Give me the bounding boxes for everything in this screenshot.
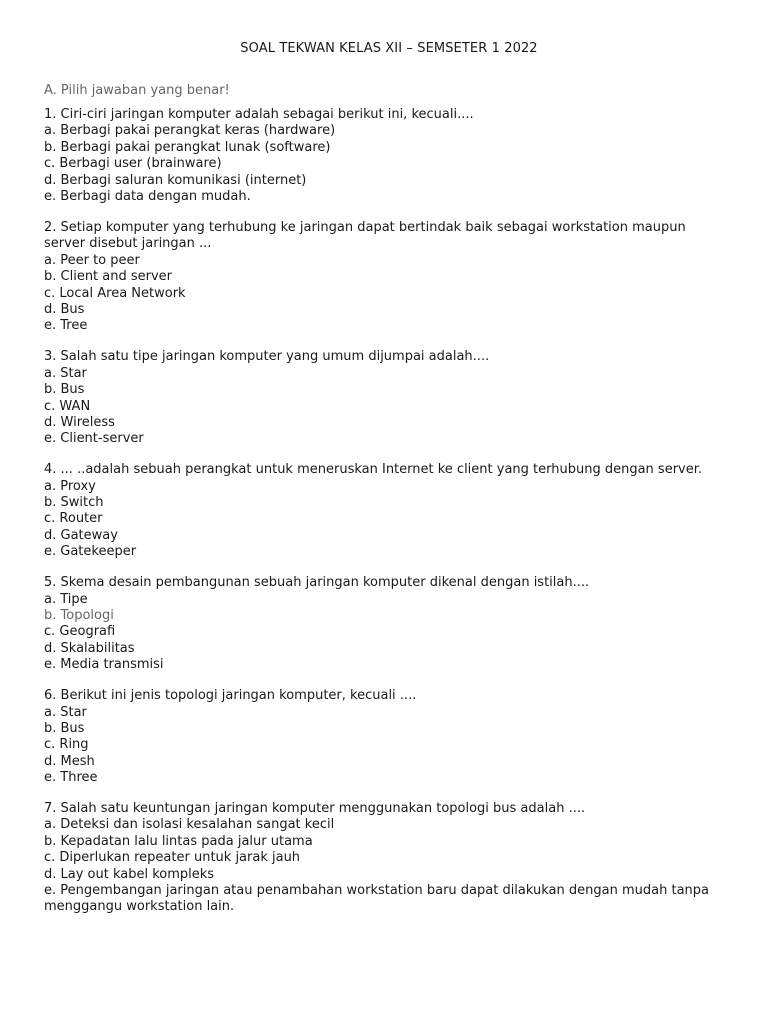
answer-option: d. Bus — [44, 301, 85, 317]
question-stem: 6. Berikut ini jenis topologi jaringan komputer, kecuali .... — [44, 688, 417, 704]
answer-option: b. Client and server — [44, 269, 173, 285]
section-instruction: A. Pilih jawaban yang benar! — [44, 83, 230, 98]
document-title: SOAL TEKWAN KELAS XII – SEMSETER 1 2022 — [240, 41, 538, 56]
answer-option: e. Media transmisi — [44, 657, 164, 673]
question-stem: 4. ... ..adalah sebuah perangkat untuk meneruskan Internet ke client yang terhubung dengan server. — [44, 462, 703, 478]
question-1 — [44, 107, 734, 205]
answer-option: a. Deteksi dan isolasi kesalahan sangat kecil — [44, 817, 335, 833]
answer-option: d. Gateway — [44, 527, 118, 543]
answer-option: e. Berbagi data dengan mudah. — [44, 189, 251, 205]
answer-option: c. Ring — [44, 737, 89, 753]
answer-option: a. Berbagi pakai perangkat keras (hardware) — [44, 123, 336, 139]
answer-option: c. Router — [44, 511, 103, 527]
question-4 — [44, 462, 734, 560]
answer-option: e. Client-server — [44, 431, 144, 447]
question-3 — [44, 349, 734, 447]
answer-option: a. Tipe — [44, 591, 88, 607]
question-list — [44, 107, 734, 930]
question-5 — [44, 575, 734, 673]
question-6 — [44, 688, 734, 786]
answer-option: e. Gatekeeper — [44, 544, 137, 560]
answer-option: c. Berbagi user (brainware) — [44, 156, 222, 172]
answer-option: a. Proxy — [44, 478, 96, 494]
answer-option: e. Tree — [44, 318, 88, 334]
answer-option: e. Three — [44, 770, 98, 786]
answer-option: b. Topologi — [44, 607, 114, 623]
question-stem: 1. Ciri-ciri jaringan komputer adalah sebagai berikut ini, kecuali.... — [44, 107, 474, 122]
answer-option: c. Local Area Network — [44, 285, 186, 301]
question-stem: 3. Salah satu tipe jaringan komputer yang umum dijumpai adalah.... — [44, 349, 490, 365]
answer-option: b. Bus — [44, 382, 85, 398]
answer-option: c. Diperlukan repeater untuk jarak jauh — [44, 850, 301, 866]
question-7 — [44, 801, 734, 916]
question-stem: 2. Setiap komputer yang terhubung ke jaringan dapat bertindak baik sebagai workstation maupun server disebut jaringan ... — [44, 219, 686, 252]
answer-option: b. Kepadatan lalu lintas pada jalur utama — [44, 833, 313, 849]
answer-option: b. Switch — [44, 495, 104, 511]
answer-option: b. Bus — [44, 720, 85, 736]
question-2 — [44, 220, 734, 335]
answer-option: d. Skalabilitas — [44, 640, 135, 656]
answer-option: d. Mesh — [44, 753, 95, 769]
answer-option: a. Peer to peer — [44, 252, 140, 268]
answer-option: a. Star — [44, 704, 87, 720]
answer-option: d. Wireless — [44, 414, 115, 430]
answer-option: c. WAN — [44, 398, 91, 414]
answer-option: d. Lay out kabel kompleks — [44, 866, 215, 882]
answer-option: b. Berbagi pakai perangkat lunak (software) — [44, 139, 331, 155]
answer-option: a. Star — [44, 365, 87, 381]
question-stem: 7. Salah satu keuntungan jaringan komputer menggunakan topologi bus adalah .... — [44, 801, 586, 817]
answer-option: e. Pengembangan jaringan atau penambahan workstation baru dapat dilakukan dengan mudah tanpa menggangu workstation lain. — [44, 883, 709, 915]
answer-option: c. Geografi — [44, 624, 116, 640]
question-stem: 5. Skema desain pembangunan sebuah jaringan komputer dikenal dengan istilah.... — [44, 575, 590, 591]
answer-option: d. Berbagi saluran komunikasi (internet) — [44, 172, 307, 188]
